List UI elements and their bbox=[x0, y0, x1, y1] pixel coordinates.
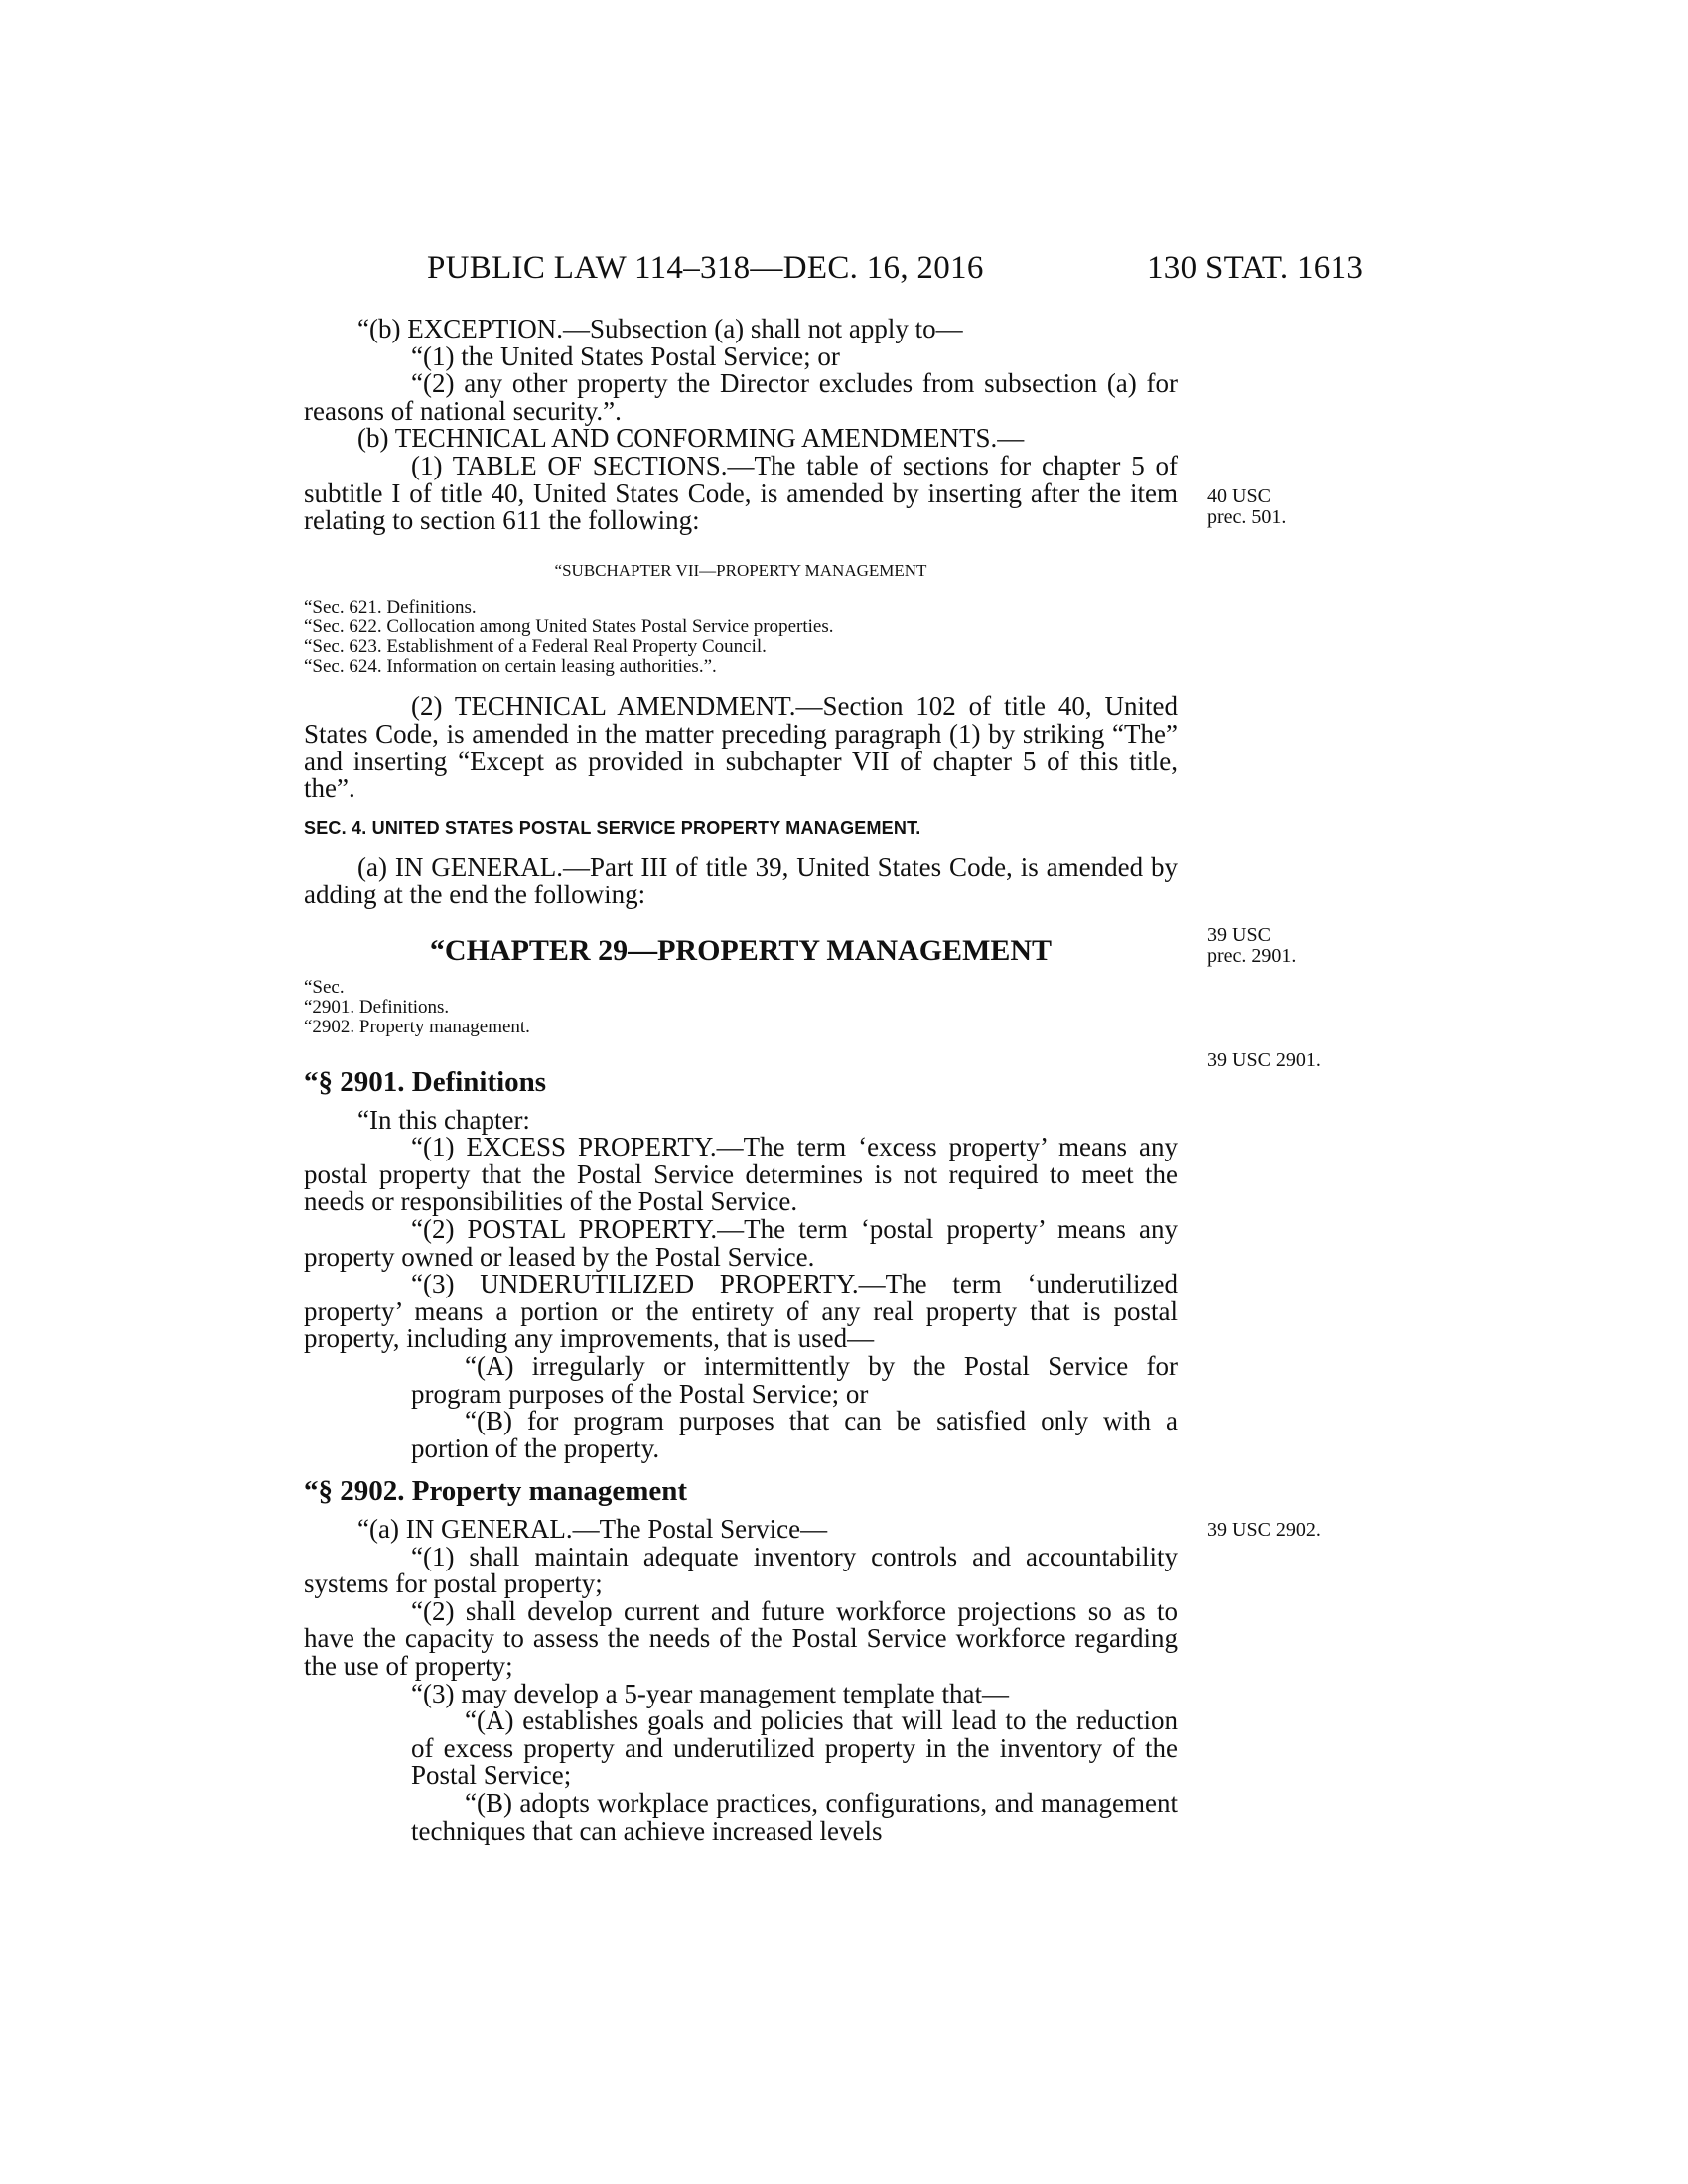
para-exception-1: “(1) the United States Postal Service; or bbox=[411, 341, 840, 371]
toc-item: “Sec. 622. Collocation among United States Postal Service properties. bbox=[304, 616, 834, 638]
para-2902-2: “(2) shall develop current and future workforce projections so as to have the capacity to assess the needs of the Postal Service workforce regarding the use of property; bbox=[304, 1595, 1178, 1681]
chapter-toc-item: “Sec. bbox=[304, 977, 345, 999]
chapter-toc-item: “2901. Definitions. bbox=[304, 997, 450, 1019]
para-postal-property: “(2) POSTAL PROPERTY.—The term ‘postal property’ means any property owned or leased by the Postal Service. bbox=[304, 1214, 1178, 1272]
para-underutilized-b: “(B) for program purposes that can be satisfied only with a portion of the property. bbox=[411, 1406, 1178, 1463]
para-2902-3-a: “(A) establishes goals and policies that will lead to the reduction of excess property and underutilized property in the inventory of the Postal Service; bbox=[411, 1706, 1178, 1791]
running-header-title: PUBLIC LAW 114–318—DEC. 16, 2016 bbox=[427, 250, 984, 286]
margin-note-line: 40 USC bbox=[1207, 485, 1271, 507]
toc-item: “Sec. 624. Information on certain leasing authorities.”. bbox=[304, 656, 717, 678]
para-in-this-chapter: “In this chapter: bbox=[357, 1104, 530, 1135]
para-excess-property: “(1) EXCESS PROPERTY.—The term ‘excess property’ means any postal property that the Postal Service determines is not required to meet the needs or responsibilities of the Postal Service. bbox=[304, 1132, 1178, 1217]
chapter-toc-item: “2902. Property management. bbox=[304, 1017, 530, 1038]
para-2902-3: “(3) may develop a 5-year management template that— bbox=[411, 1678, 1009, 1708]
margin-note-line: 39 USC bbox=[1207, 924, 1271, 946]
para-underutilized-property: “(3) UNDERUTILIZED PROPERTY.—The term ‘underutilized property’ means a portion or the entirety of any real property that is postal property, including any improvements, that is used— bbox=[304, 1269, 1178, 1354]
page-stat-number: 130 STAT. 1613 bbox=[1147, 250, 1364, 286]
chapter-29-heading: “CHAPTER 29—PROPERTY MANAGEMENT bbox=[429, 933, 1053, 967]
para-exception-2: “(2) any other property the Director excludes from subsection (a) for reasons of national security.”. bbox=[304, 368, 1178, 426]
para-exception: “(b) EXCEPTION.—Subsection (a) shall not apply to— bbox=[357, 314, 963, 343]
toc-item: “Sec. 623. Establishment of a Federal Real Property Council. bbox=[304, 636, 767, 658]
chapter-toc bbox=[304, 978, 1178, 1037]
para-2902-1: “(1) shall maintain adequate inventory controls and accountability systems for postal property; bbox=[304, 1541, 1178, 1599]
para-in-general: (a) IN GENERAL.—Part III of title 39, United States Code, is amended by adding at the end the following: bbox=[304, 852, 1178, 909]
para-2902-in-general: “(a) IN GENERAL.—The Postal Service— bbox=[357, 1514, 828, 1544]
toc-list bbox=[304, 598, 1178, 677]
margin-note-39-usc-2901: 39 USC 2901. bbox=[1207, 1049, 1321, 1071]
para-2902-3-b: “(B) adopts workplace practices, configurations, and management techniques that can achieve increased levels bbox=[411, 1787, 1178, 1845]
section-2901-heading: “§ 2901. Definitions bbox=[304, 1066, 547, 1099]
margin-note-40-usc bbox=[1207, 486, 1286, 528]
section-2902-heading: “§ 2902. Property management bbox=[304, 1475, 688, 1508]
margin-note-39-usc-prec bbox=[1207, 925, 1296, 967]
margin-note-line: prec. 2901. bbox=[1207, 945, 1297, 967]
para-technical-amendment: (2) TECHNICAL AMENDMENT.—Section 102 of title 40, United States Code, is amended in the matter preceding paragraph (1) by striking “The” and inserting “Except as provided in subchapter VII of chapter 5 of this title, the”. bbox=[304, 691, 1178, 804]
para-underutilized-a: “(A) irregularly or intermittently by the Postal Service for program purposes of the Postal Service; or bbox=[411, 1351, 1178, 1409]
margin-note-line: prec. 501. bbox=[1207, 506, 1287, 528]
toc-item: “Sec. 621. Definitions. bbox=[304, 597, 477, 618]
margin-note-39-usc-2902: 39 USC 2902. bbox=[1207, 1519, 1321, 1541]
toc-subchapter-title: “SUBCHAPTER VII—PROPERTY MANAGEMENT bbox=[554, 560, 927, 580]
para-table-of-sections: (1) TABLE OF SECTIONS.—The table of sections for chapter 5 of subtitle I of title 40, United States Code, is amended by inserting after the item relating to section 611 the following: bbox=[304, 450, 1178, 536]
document-body bbox=[304, 316, 1178, 1844]
section-4-heading: SEC. 4. UNITED STATES POSTAL SERVICE PROPERTY MANAGEMENT. bbox=[304, 817, 921, 838]
para-technical-conforming: (b) TECHNICAL AND CONFORMING AMENDMENTS.— bbox=[357, 423, 1025, 454]
